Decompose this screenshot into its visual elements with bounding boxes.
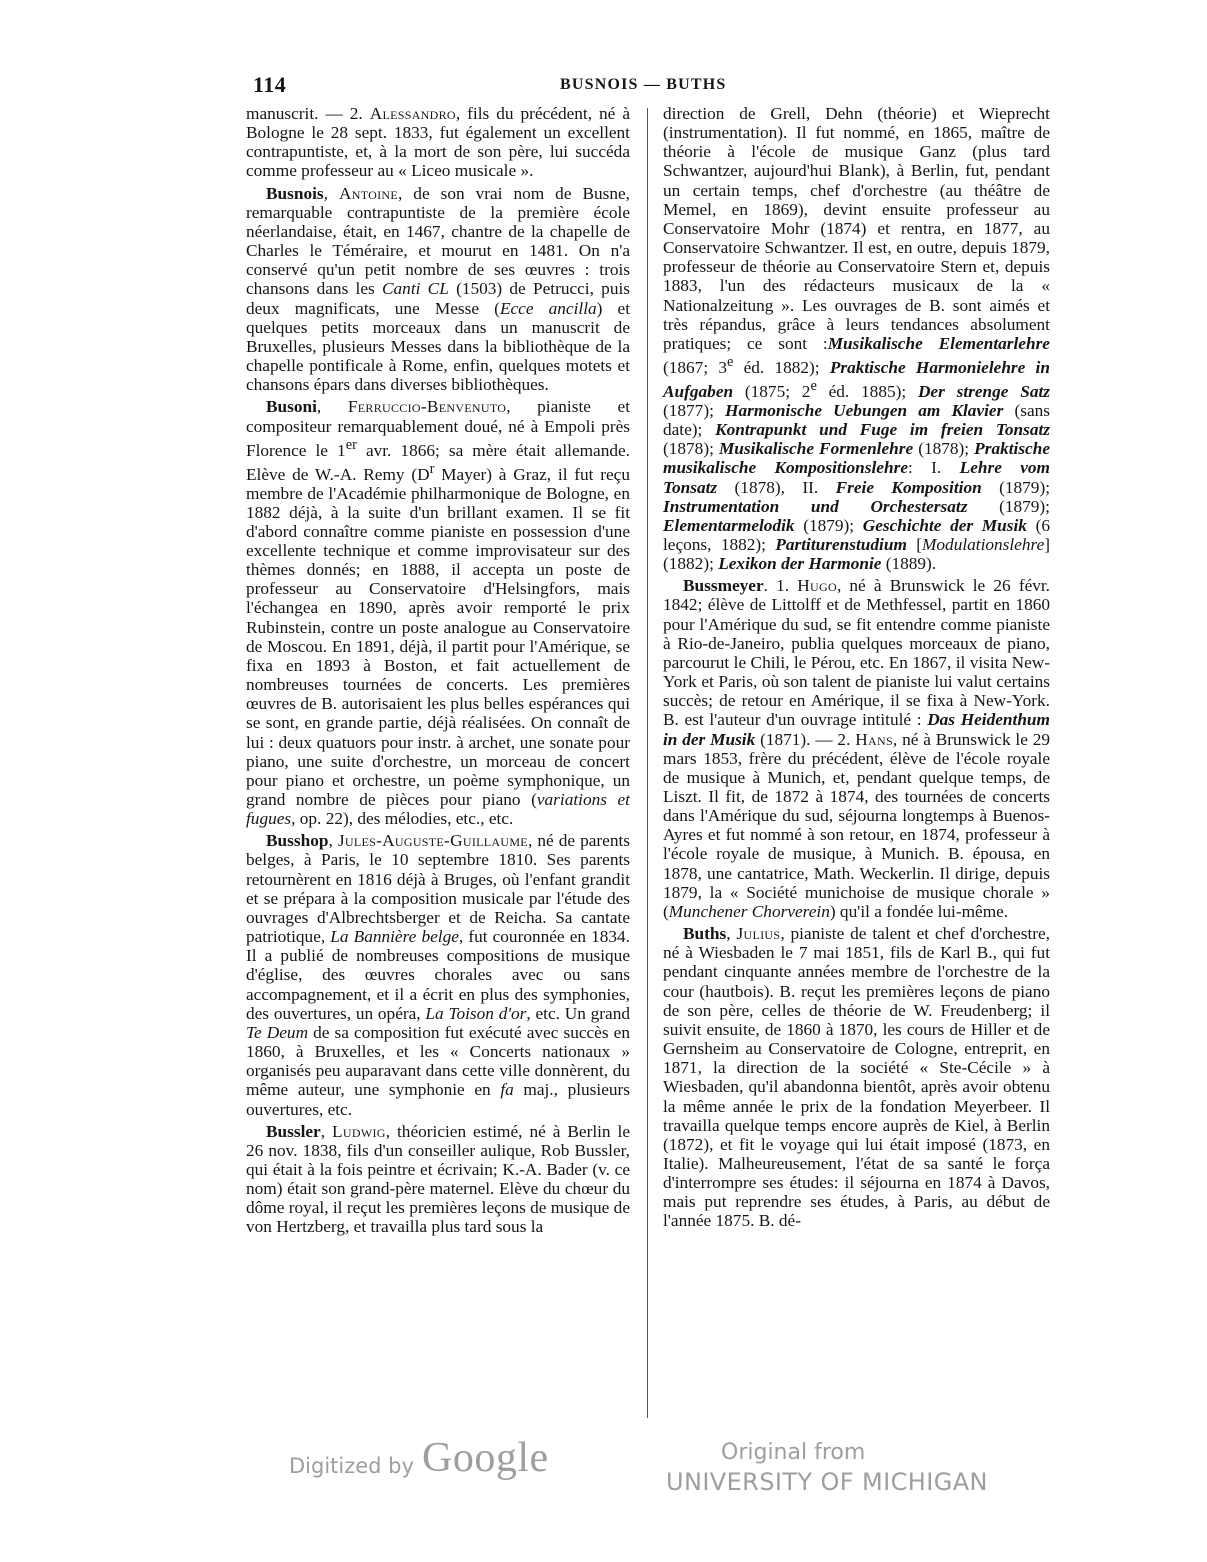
- entry-bussler: Bussler, Ludwig, théoricien estimé, né à Berlin le 26 nov. 1838, fils d'un conseiller aulique, Rob Bussler, qui était à la fois peintre et écrivain; K.-A. Bader (v. ce nom) était son grand-père maternel. Elève du chœur du dôme royal, il reçut les premières leçons de musique de von Hertzberg, et travailla plus tard sous la: [246, 1121, 631, 1237]
- left-column: [246, 104, 630, 1237]
- digitization-footer: [0, 1435, 1207, 1508]
- digitized-by-text: Digitized by: [289, 1454, 414, 1478]
- entry-buths: Buths, Julius, pianiste de talent et chef d'orchestre, né à Wiesbaden le 7 mai 1851, fils de Karl B., qui fut pendant cinquante années membre de l'orchestre de la cour (hautbois). B. reçut les premières leçons de piano de son père, celles de théorie de W. Freudenberg; il suivit ensuite, de 1860 à 1870, les cours de Hiller et de Gernsheim au Conservatoire de Cologne, entreprit, en 1871, la direction de la société « Ste-Cécile » à Wiesbaden, qu'il abandonna bientôt, après avoir obtenu la même année le prix de la fondation Meyerbeer. Il travailla quelque temps encore auprès de Kiel, à Berlin (1872), et fit le voyage qui lui était imposé (1873, en Italie). Malheureusement, l'état de sa santé le força d'interrompre ses études: il séjourna en 1874 à Davos, mais put reprendre ses études, à Paris, au début de l'année 1875. B. dé-: [663, 924, 1050, 1231]
- google-logo: Google: [422, 1435, 549, 1481]
- headword: Bussler: [266, 1121, 321, 1141]
- entry-alessandro-continuation: manuscrit. — 2. Alessandro, fils du précédent, né à Bologne le 28 sept. 1833, fut également un excellent contrapuntiste, et, à la mort de son père, lui succéda comme professeur au « Liceo musicale ».: [246, 104, 630, 181]
- page-number: 114: [253, 72, 287, 97]
- headword: Bussmeyer: [683, 576, 764, 596]
- running-header: BUSNOIS — BUTHS: [560, 76, 727, 93]
- entry-busnois: Busnois, Antoine, de son vrai nom de Busne, remarquable contrapuntiste de la première école néerlandaise, était, en 1467, chantre de la chapelle de Charles le Téméraire, et mourut en 1481. On n'a conservé qu'un petit nombre de ses œuvres : trois chansons dans les Canti CL (1503) de Petrucci, puis deux magnificats, une Messe (Ecce ancilla) et quelques petits morceaux dans un manuscrit de Bruxelles, plusieurs Messes dans la bibliothèque de la chapelle pontificale à Rome, enfin, quelques motets et chansons épars dans diverses bibliothèques.: [246, 183, 631, 395]
- entry-busoni: Busoni, Ferruccio-Benvenuto, pianiste et compositeur remarquablement doué, né à Empoli près Florence le 1er avr. 1866; sa mère était allemande. Elève de W.-A. Remy ($D^r$ Mayer) à Graz, il fut reçu membre de l'Académie philharmonique de Bologne, en 1882 déjà, à la suite d'un brillant examen. Il se fit d'abord connaître comme pianiste en possession d'une excellente technique et comme improvisateur sur des thèmes donnés; en 1888, il accepta un poste de professeur au Conservatoire d'Helsingfors, mais l'échangea en 1890, après avoir remporté le prix Rubinstein, contre un poste analogue au Conservatoire de Moscou. En 1891, déjà, il partit pour l'Amérique, se fixa en 1893 à Boston, et fait actuellement de nombreuses tournées de concerts. Les premières œuvres de B. autorisaient les plus belles espérances qui se sont, en grande partie, déjà réalisées. On connaît de lui : deux quatuors pour instr. à archet, une sonate pour piano, une suite d'orchestre, un morceau de concert pour piano et orchestre, un poème symphonique, un grand nombre de pièces pour piano (variations et fugues, op. 22), des mélodies, etc., etc.: [246, 397, 631, 829]
- university-text: UNIVERSITY OF MICHIGAN: [666, 1468, 988, 1496]
- headword: Busoni: [266, 397, 317, 417]
- entry-bussmeyer: Bussmeyer. 1. Hugo, né à Brunswick le 26 févr. 1842; élève de Littolff et de Methfessel, partit en 1860 pour l'Amérique du sud, se fit entendre comme pianiste à Rio-de-Janeiro, publia quelques morceaux de piano, parcourut le Chili, le Pérou, etc. En 1867, il visita New-York et Paris, où son talent de pianiste lui valut certains succès; de retour en Amérique, il se fixa à New-York. B. est l'auteur d'un ouvrage intitulé : Das Heidenthum in der Musik (1871). — 2. Hans, né à Brunswick le 29 mars 1853, frère du précédent, élève de l'école royale de musique à Munich, et, pendant quelque temps, de Liszt. Il fit, de 1872 à 1874, des tournées de concerts dans l'Amérique du sud, séjourna longtemps à Buenos-Ayres et fut nommé à son retour, en 1874, professeur à l'école royale de musique, à Munich. B. épousa, en 1878, une cantatrice, Math. Weckerlin. Il dirige, depuis 1879, la « Société munichoise de musique chorale » (Munchener Chorverein) qu'il a fondée lui-même.: [663, 576, 1051, 921]
- right-column: [663, 104, 1050, 1231]
- headword: Buths: [683, 924, 727, 944]
- headword: Busshop: [266, 831, 329, 851]
- entry-busshop: Busshop, Jules-Auguste-Guillaume, né de parents belges, à Paris, le 10 septembre 1810. Ses parents retournèrent en 1816 déjà à Bruges, où l'enfant grandit et se prépara à la composition musicale par l'étude des ouvrages d'Albrechtsberger et de Reicha. Sa cantate patriotique, La Bannière belge, fut couronnée en 1834. Il a publié de nombreuses compositions de musique d'église, des œuvres chorales avec ou sans accompagnement, et il a écrit en plus des symphonies, des ouvertures, un opéra, La Toison d'or, etc. Un grand Te Deum de sa composition fut exécuté avec succès en 1860, à Bruxelles, et les « Concerts nationaux » organisés peu auparavant dans cette ville donnèrent, du même auteur, une symphonie en fa maj., plusieurs ouvertures, etc.: [246, 831, 630, 1119]
- entry-bussler-continuation: direction de Grell, Dehn (théorie) et Wieprecht (instrumentation). Il fut nommé, en 1865, maître de théorie à l'école de musique Ganz (plus tard Schwantzer, aujourd'hui Blank), à Berlin, fut, pendant un certain temps, chef d'orchestre (au théâtre de Memel, en 1869), devint ensuite professeur au Conservatoire Mohr (1874) et rentra, en 1877, au Conservatoire Schwantzer. Il est, en outre, depuis 1879, professeur de théorie au Conservatoire Stern et, depuis 1883, l'un des rédacteurs musicaux de la « Nationalzeitung ». Les ouvrages de B. sont aimés et très répandus, grâce à leurs tendances absolument pratiques; ce sont :Musikalische Elementarlehre (1867; 3e éd. 1882); Praktische Harmonielehre in Aufgaben (1875; 2e éd. 1885); Der strenge Satz (1877); Harmonische Uebungen am Klavier (sans date); Kontrapunkt und Fuge im freien Tonsatz (1878); Musikalische Formenlehre (1878); Praktische musikalische Kompositionslehre: I. Lehre vom Tonsatz (1878), II. Freie Komposition (1879); Instrumentation und Orchestersatz (1879); Elementarmelodik (1879); Geschichte der Musik (6 leçons, 1882); Partiturenstudium [Modulationslehre] (1882); Lexikon der Harmonie (1889).: [663, 104, 1051, 574]
- original-from-text: Original from: [721, 1440, 866, 1465]
- column-rule: [647, 108, 648, 1418]
- headword: Busnois: [266, 183, 324, 203]
